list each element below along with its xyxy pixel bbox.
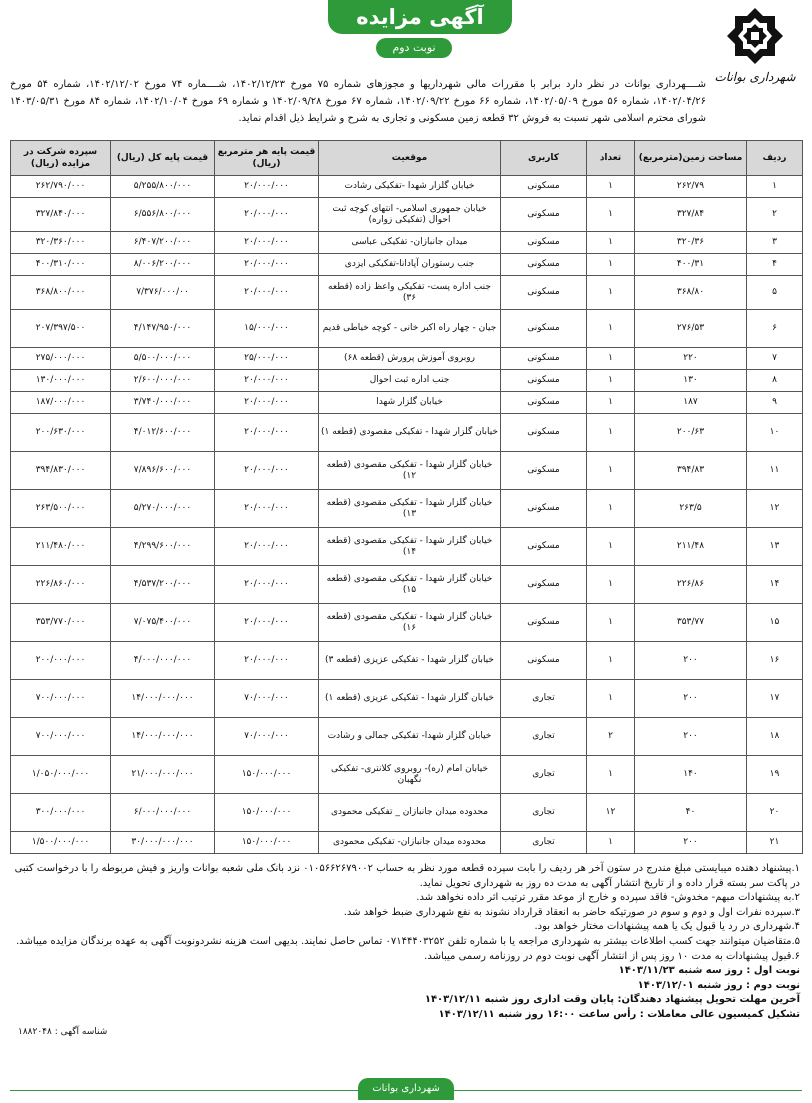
logo-text: شهرداری بوانات <box>714 70 796 84</box>
table-cell: ۴۰۰/۳۱۰/۰۰۰ <box>11 254 111 276</box>
table-cell: جنب رستوران آپادانا-تفکیکی ایزدی <box>319 254 501 276</box>
table-row <box>11 566 803 604</box>
table-cell: ۷۰۰/۰۰۰/۰۰۰ <box>11 718 111 756</box>
table-row <box>11 680 803 718</box>
table-cell: ۱۸ <box>747 718 803 756</box>
table-cell: ۱/۵۰۰/۰۰۰/۰۰۰ <box>11 832 111 854</box>
table-cell: خیابان گلزار شهدا <box>319 392 501 414</box>
table-cell: ۱ <box>587 680 635 718</box>
table-cell: ۲۰۰/۶۳۰/۰۰۰ <box>11 414 111 452</box>
table-cell: مسکونی <box>501 348 587 370</box>
table-cell: ۷۰/۰۰۰/۰۰۰ <box>215 680 319 718</box>
table-cell: ۱ <box>587 198 635 232</box>
term-item: ۱.پیشنهاد دهنده میبایستی مبلغ مندرج در ستون آخر هر ردیف را بابت سپرده قطعه مورد نظر به حساب ۰۱۰۵۶۶۲۶۷۹۰۰۲ نزد بانک ملی شعبه بوانات واریز و فیش مربوطه را با درخواست کتبی در پاکت سر بسته قرار داده و از تاریخ انتشار آگهی به مدت ده روز به شهرداری تحویل نماید. <box>14 863 800 889</box>
table-cell: جنب اداره پست- تفکیکی واعظ زاده (قطعه ۳۶) <box>319 276 501 310</box>
table-cell: ۲ <box>747 198 803 232</box>
table-cell: ۶ <box>747 310 803 348</box>
table-row <box>11 276 803 310</box>
column-header: ردیف <box>747 141 803 176</box>
table-cell: ۴۰۰/۳۱ <box>635 254 747 276</box>
table-cell: ۲۰/۰۰۰/۰۰۰ <box>215 604 319 642</box>
table-cell: مسکونی <box>501 604 587 642</box>
table-row <box>11 198 803 232</box>
table-cell: ۲۱۱/۴۸ <box>635 528 747 566</box>
table-cell: ۲۰/۰۰۰/۰۰۰ <box>215 414 319 452</box>
header <box>10 0 802 84</box>
table-cell: مسکونی <box>501 414 587 452</box>
table-cell: مسکونی <box>501 642 587 680</box>
column-header: سپرده شرکت در مزایده (ریال) <box>11 141 111 176</box>
table-cell: ۳۶۸/۸۰ <box>635 276 747 310</box>
column-header: تعداد <box>587 141 635 176</box>
table-cell: ۱۴ <box>747 566 803 604</box>
table-cell: ۲۰۰/۰۰۰/۰۰۰ <box>11 642 111 680</box>
table-row <box>11 642 803 680</box>
table-cell: خیابان جمهوری اسلامی- انتهای کوچه ثبت احوال (تفکیکی زواره) <box>319 198 501 232</box>
table-cell: ۱ <box>587 490 635 528</box>
table-row <box>11 604 803 642</box>
table-cell: جنب اداره ثبت احوال <box>319 370 501 392</box>
table-cell: ۱ <box>587 370 635 392</box>
schedule-item: نوبت اول : روز سه شنبه ۱۴۰۳/۱۱/۲۳ <box>618 965 800 977</box>
table-cell: ۱ <box>587 414 635 452</box>
table-cell: ۱ <box>587 348 635 370</box>
table-cell: ۲۰۰ <box>635 642 747 680</box>
table-cell: تجاری <box>501 680 587 718</box>
table-cell: تجاری <box>501 832 587 854</box>
table-row <box>11 452 803 490</box>
table-cell: ۴/۵۳۷/۲۰۰/۰۰۰ <box>111 566 215 604</box>
table-cell: ۲۰۰ <box>635 680 747 718</box>
table-body <box>11 176 803 854</box>
column-header: مساحت زمین(مترمربع) <box>635 141 747 176</box>
intro-paragraph: شــــهرداری بوانات در نظر دارد برابر با مقررات مالی شهرداریها و مجوزهای شماره ۷۵ مورخ ۱۴۰۲/۱۲/۲۳، شــــماره ۷۴ مورخ ۱۴۰۲/۱۲/۰۲، شماره ۵۴ مورخ ۱۴۰۲/۰۴/۲۶، شماره ۵۶ مورخ ۱۴۰۲/۰۵/۰۹، شماره ۶۶ مورخ ۱۴۰۲/۰۹/۲۲، شماره ۶۷ مورخ ۱۴۰۲/۰۹/۲۸ و شماره ۶۹ مورخ ۱۴۰۲/۱۰/۰۴، شماره ۸۴ مورخ ۱۴۰۳/۰۵/۳۱ شورای محترم اسلامی شهر نسبت به فروش ۳۲ قطعه زمین مسکونی و تجاری به شرح و شرایط ذیل اقدام نماید. <box>10 79 706 124</box>
table-cell: تجاری <box>501 756 587 794</box>
schedule-item: نوبت دوم : روز شنبه ۱۴۰۳/۱۲/۰۱ <box>637 979 800 991</box>
table-cell: ۲۰۰ <box>635 718 747 756</box>
terms-section <box>10 862 802 1023</box>
table-cell: محدوده میدان جانبازان _ تفکیکی محمودی <box>319 794 501 832</box>
table-cell: ۱۳۰/۰۰۰/۰۰۰ <box>11 370 111 392</box>
table-cell: ۲۱ <box>747 832 803 854</box>
table-cell: ۳۵۳/۷۷ <box>635 604 747 642</box>
table-cell: ۱ <box>587 756 635 794</box>
table-row <box>11 794 803 832</box>
table-row <box>11 310 803 348</box>
term-item: ۵.متقاضیان میتوانند جهت کسب اطلاعات بیشتر به شهرداری مراجعه یا با شماره تلفن ۰۷۱۴۴۴۰۳۲۵۲ تماس حاصل نمایند. بدیهی است هزینه نشردونوبت آگهی به عهده برندگان مزایده میباشد. <box>16 935 800 947</box>
table-cell: ۳۹۴/۸۳ <box>635 452 747 490</box>
table-cell: ۱۶ <box>747 642 803 680</box>
table-cell: ۲۲۶/۸۶ <box>635 566 747 604</box>
table-cell: ۳/۷۴۰/۰۰۰/۰۰۰ <box>111 392 215 414</box>
table-cell: خیابان گلزار شهدا- تفکیکی جمالی و رشادت <box>319 718 501 756</box>
table-cell: مسکونی <box>501 490 587 528</box>
table-cell: مسکونی <box>501 232 587 254</box>
ad-identifier: شناسه آگهی : ۱۸۸۲۰۴۸ <box>18 1027 108 1037</box>
table-cell: خیابان گلزار شهدا - تفکیکی عزیزی (قطعه ۱) <box>319 680 501 718</box>
table-cell: ۱۰ <box>747 414 803 452</box>
table-cell: ۱۲ <box>747 490 803 528</box>
table-cell: ۱ <box>587 528 635 566</box>
table-row <box>11 528 803 566</box>
table-cell: ۱ <box>587 232 635 254</box>
table-cell: ۲۰۰ <box>635 832 747 854</box>
table-cell: ۲۶۲/۷۹ <box>635 176 747 198</box>
table-cell: ۲۰/۰۰۰/۰۰۰ <box>215 254 319 276</box>
page-title: آگهی مزایده <box>328 0 512 34</box>
table-cell: خیابان امام (ره)- روبروی کلانتری- تفکیکی نگهبان <box>319 756 501 794</box>
table-row <box>11 756 803 794</box>
table-cell: ۳۵۳/۷۷۰/۰۰۰ <box>11 604 111 642</box>
table-cell: ۱ <box>587 642 635 680</box>
table-cell: ۱۳۰ <box>635 370 747 392</box>
table-cell: ۲۵/۰۰۰/۰۰۰ <box>215 348 319 370</box>
table-cell: ۲۰/۰۰۰/۰۰۰ <box>215 276 319 310</box>
table-cell: ۱ <box>587 392 635 414</box>
table-row <box>11 348 803 370</box>
table-cell: ۲۰/۰۰۰/۰۰۰ <box>215 490 319 528</box>
table-cell: ۱۲ <box>587 794 635 832</box>
table-cell: ۴ <box>747 254 803 276</box>
auction-table <box>10 140 803 854</box>
table-cell: تجاری <box>501 718 587 756</box>
schedule-item: تشکیل کمیسیون عالی معاملات : رأس ساعت ۱۶:۰۰ روز شنبه ۱۴۰۳/۱۲/۱۱ <box>438 1008 800 1020</box>
column-header: قیمت پایه کل (ریال) <box>111 141 215 176</box>
table-row <box>11 370 803 392</box>
table-cell: خیابان گلزار شهدا -تفکیکی رشادت <box>319 176 501 198</box>
table-cell: مسکونی <box>501 392 587 414</box>
table-row <box>11 232 803 254</box>
table-cell: خیابان گلزار شهدا - تفکیکی مقصودی (قطعه ۱۳) <box>319 490 501 528</box>
table-row <box>11 254 803 276</box>
table-cell: ۱ <box>587 176 635 198</box>
table-cell: ۲/۶۰۰/۰۰۰/۰۰۰ <box>111 370 215 392</box>
table-cell: ۱۷ <box>747 680 803 718</box>
table-cell: ۷۰۰/۰۰۰/۰۰۰ <box>11 680 111 718</box>
table-cell: ۲۲۰ <box>635 348 747 370</box>
table-cell: مسکونی <box>501 528 587 566</box>
table-cell: ۲۶۳/۵۰۰/۰۰۰ <box>11 490 111 528</box>
table-cell: میدان جانبازان- تفکیکی عباسی <box>319 232 501 254</box>
table-cell: ۲۶۲/۷۹۰/۰۰۰ <box>11 176 111 198</box>
table-cell: ۳۲۷/۸۴۰/۰۰۰ <box>11 198 111 232</box>
table-row <box>11 490 803 528</box>
table-cell: ۶/۵۵۶/۸۰۰/۰۰۰ <box>111 198 215 232</box>
table-cell: ۳ <box>747 232 803 254</box>
table-cell: ۹ <box>747 392 803 414</box>
schedule-item: آخرین مهلت تحویل پیشنهاد دهندگان: پایان وقت اداری روز شنبه ۱۴۰۳/۱۲/۱۱ <box>424 994 800 1006</box>
table-cell: ۱۳ <box>747 528 803 566</box>
table-cell: محدوده میدان جانبازان- تفکیکی محمودی <box>319 832 501 854</box>
table-cell: خیابان گلزار شهدا - تفکیکی مقصودی (قطعه ۱۲) <box>319 452 501 490</box>
table-cell: ۴/۰۱۲/۶۰۰/۰۰۰ <box>111 414 215 452</box>
table-cell: ۱ <box>587 566 635 604</box>
table-row <box>11 392 803 414</box>
table-row <box>11 414 803 452</box>
table-cell: ۳۶۸/۸۰۰/۰۰۰ <box>11 276 111 310</box>
table-cell: ۱۵۰/۰۰۰/۰۰۰ <box>215 832 319 854</box>
table-cell: خیابان گلزار شهدا - تفکیکی مقصودی (قطعه ۱۵) <box>319 566 501 604</box>
table-cell: ۱۸۷/۰۰۰/۰۰۰ <box>11 392 111 414</box>
table-row <box>11 718 803 756</box>
table-cell: ۲ <box>587 718 635 756</box>
table-cell: ۷ <box>747 348 803 370</box>
table-cell: ۲۰/۰۰۰/۰۰۰ <box>215 232 319 254</box>
table-cell: ۲۱۱/۴۸۰/۰۰۰ <box>11 528 111 566</box>
table-cell: مسکونی <box>501 452 587 490</box>
table-cell: مسکونی <box>501 370 587 392</box>
table-cell: خیابان گلزار شهدا - تفکیکی عزیزی (قطعه ۳) <box>319 642 501 680</box>
table-cell: ۴۰ <box>635 794 747 832</box>
table-cell: ۷/۸۹۶/۶۰۰/۰۰۰ <box>111 452 215 490</box>
table-cell: ۱۹ <box>747 756 803 794</box>
table-cell: مسکونی <box>501 276 587 310</box>
table-cell: ۳۹۴/۸۳۰/۰۰۰ <box>11 452 111 490</box>
term-item: ۴.شهرداری در رد یا قبول یک یا همه پیشنهادات مختار خواهد بود. <box>534 921 800 933</box>
term-item: ۲.به پیشنهادات مبهم- مخدوش- فاقد سپرده و خارج از موعد مقرر ترتیب اثر داده نخواهد شد. <box>416 892 800 904</box>
table-cell: ۵ <box>747 276 803 310</box>
table-cell: ۲۶۳/۵ <box>635 490 747 528</box>
table-cell: ۱/۰۵۰/۰۰۰/۰۰۰ <box>11 756 111 794</box>
table-cell: ۱ <box>587 254 635 276</box>
table-cell: ۲۱/۰۰۰/۰۰۰/۰۰۰ <box>111 756 215 794</box>
table-cell: ۱۵/۰۰۰/۰۰۰ <box>215 310 319 348</box>
table-cell: جیان - چهار راه اکبر خانی - کوچه خیاطی قدیم <box>319 310 501 348</box>
term-item: ۶.قبول پیشنهادات به مدت ۱۰ روز پس از انتشار آگهی نوبت دوم در روزنامه رسمی میباشد. <box>424 950 800 962</box>
column-header: قیمت پایه هر مترمربع (ریال) <box>215 141 319 176</box>
table-cell: ۲۰/۰۰۰/۰۰۰ <box>215 566 319 604</box>
table-cell: ۱ <box>587 832 635 854</box>
municipality-logo <box>714 6 796 106</box>
table-cell: ۱ <box>747 176 803 198</box>
table-cell: ۸/۰۰۶/۲۰۰/۰۰۰ <box>111 254 215 276</box>
table-row <box>11 176 803 198</box>
table-cell: ۱۵ <box>747 604 803 642</box>
table-cell: ۴/۲۹۹/۶۰۰/۰۰۰ <box>111 528 215 566</box>
table-cell: ۵/۲۵۵/۸۰۰/۰۰۰ <box>111 176 215 198</box>
table-cell: خیابان گلزار شهدا - تفکیکی مقصودی (قطعه ۱۴) <box>319 528 501 566</box>
table-cell: ۱ <box>587 604 635 642</box>
table-cell: ۲۰/۰۰۰/۰۰۰ <box>215 176 319 198</box>
table-cell: ۱ <box>587 276 635 310</box>
table-cell: ۳۲۰/۳۶۰/۰۰۰ <box>11 232 111 254</box>
table-cell: ۳۲۰/۳۶ <box>635 232 747 254</box>
table-cell: ۲۲۶/۸۶۰/۰۰۰ <box>11 566 111 604</box>
table-cell: ۴/۱۴۷/۹۵۰/۰۰۰ <box>111 310 215 348</box>
footer-label: شهرداری بوانات <box>358 1078 454 1100</box>
table-cell: ۵/۲۷۰/۰۰۰/۰۰۰ <box>111 490 215 528</box>
table-cell: ۱۴/۰۰۰/۰۰۰/۰۰۰ <box>111 680 215 718</box>
column-header: موقعیت <box>319 141 501 176</box>
table-cell: ۴/۰۰۰/۰۰۰/۰۰۰ <box>111 642 215 680</box>
table-cell: مسکونی <box>501 198 587 232</box>
table-cell: ۱۴۰ <box>635 756 747 794</box>
table-cell: ۱۱ <box>747 452 803 490</box>
table-cell: ۲۰/۰۰۰/۰۰۰ <box>215 392 319 414</box>
table-cell: ۵/۵۰۰/۰۰۰/۰۰۰ <box>111 348 215 370</box>
table-cell: مسکونی <box>501 176 587 198</box>
table-cell: مسکونی <box>501 566 587 604</box>
table-cell: مسکونی <box>501 254 587 276</box>
table-cell: ۲۰۰/۶۳ <box>635 414 747 452</box>
table-cell: ۲۰/۰۰۰/۰۰۰ <box>215 528 319 566</box>
logo-emblem-icon <box>727 6 783 68</box>
table-cell: ۶/۰۰۰/۰۰۰/۰۰۰ <box>111 794 215 832</box>
table-cell: ۷/۳۷۶/۰۰۰/۰۰ <box>111 276 215 310</box>
table-cell: ۲۰۷/۳۹۷/۵۰۰ <box>11 310 111 348</box>
table-cell: ۳۰۰/۰۰۰/۰۰۰ <box>11 794 111 832</box>
table-cell: ۱۸۷ <box>635 392 747 414</box>
table-cell: ۷/۰۷۵/۴۰۰/۰۰۰ <box>111 604 215 642</box>
table-cell: ۱۵۰/۰۰۰/۰۰۰ <box>215 794 319 832</box>
table-cell: ۲۷۶/۵۳ <box>635 310 747 348</box>
table-cell: ۲۷۵/۰۰۰/۰۰۰ <box>11 348 111 370</box>
table-cell: خیابان گلزار شهدا - تفکیکی مقصودی (قطعه ۱) <box>319 414 501 452</box>
table-cell: روبروی آموزش پرورش (قطعه ۶۸) <box>319 348 501 370</box>
table-cell: ۱ <box>587 310 635 348</box>
table-cell: ۲۰/۰۰۰/۰۰۰ <box>215 452 319 490</box>
term-item: ۳.سپرده نفرات اول و دوم و سوم در صورتیکه حاضر به انعقاد قرارداد نشوند به نفع شهرداری ضبط خواهد شد. <box>343 906 800 918</box>
table-cell: ۲۰/۰۰۰/۰۰۰ <box>215 642 319 680</box>
table-cell: ۲۰/۰۰۰/۰۰۰ <box>215 198 319 232</box>
table-cell: خیابان گلزار شهدا - تفکیکی مقصودی (قطعه ۱۶) <box>319 604 501 642</box>
table-header-row <box>11 141 803 176</box>
table-cell: ۲۰ <box>747 794 803 832</box>
table-cell: مسکونی <box>501 310 587 348</box>
table-cell: ۳۰/۰۰۰/۰۰۰/۰۰۰ <box>111 832 215 854</box>
table-cell: ۱۴/۰۰۰/۰۰۰/۰۰۰ <box>111 718 215 756</box>
table-cell: ۶/۴۰۷/۲۰۰/۰۰۰ <box>111 232 215 254</box>
table-cell: ۲۰/۰۰۰/۰۰۰ <box>215 370 319 392</box>
table-cell: ۱۵۰/۰۰۰/۰۰۰ <box>215 756 319 794</box>
table-cell: تجاری <box>501 794 587 832</box>
table-row <box>11 832 803 854</box>
table-cell: ۳۲۷/۸۴ <box>635 198 747 232</box>
table-cell: ۷۰/۰۰۰/۰۰۰ <box>215 718 319 756</box>
table-cell: ۸ <box>747 370 803 392</box>
subtitle-badge: نوبت دوم <box>376 38 452 58</box>
table-cell: ۱ <box>587 452 635 490</box>
column-header: کاربری <box>501 141 587 176</box>
